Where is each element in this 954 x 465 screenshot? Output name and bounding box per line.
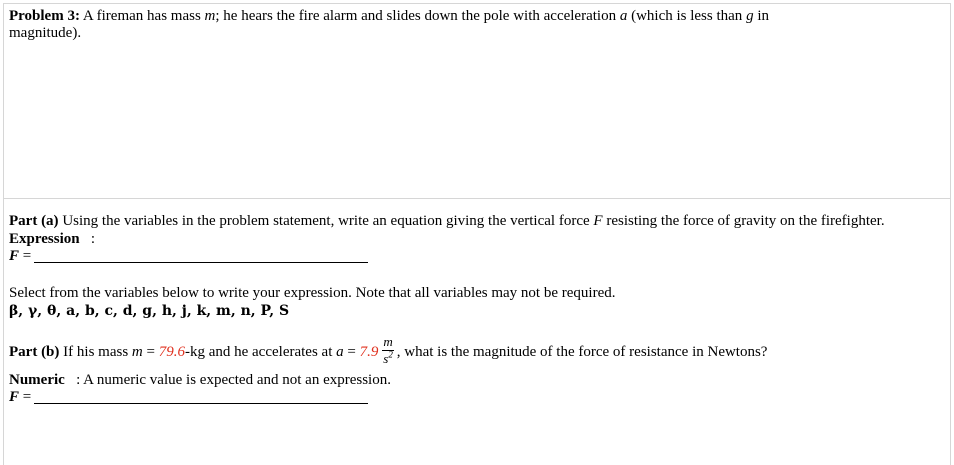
part-a-answer-var: F xyxy=(9,248,20,264)
expression-label: Expression xyxy=(9,231,80,247)
part-b-answer-field[interactable] xyxy=(34,389,368,404)
problem-label: Problem 3: xyxy=(9,8,80,24)
accel-value: 7.9 xyxy=(359,344,379,360)
variable-instruction: Select from the variables below to write your expression. Note that all variables may not be required. xyxy=(9,285,616,301)
accel-unit-fraction: $\frac{m}{s^2}$ xyxy=(383,333,393,366)
part-a-answer-row: F = xyxy=(9,248,368,265)
numeric-label: Numeric xyxy=(9,372,65,388)
problem-statement-cont: magnitude). xyxy=(9,25,82,41)
variable-list: β, γ, θ, a, b, c, d, g, h, j, k, m, n, P, S xyxy=(9,303,290,319)
expression-hint: Expression : xyxy=(9,231,95,247)
part-b-question: Part (b) If his mass m = 79.6-kg and he accelerates at a = 7.9 $\frac{m}{s^2}$ , what is the magnitude of the force of resistance in Newtons? xyxy=(9,333,768,366)
problem-statement: Problem 3: A fireman has mass m; he hears the fire alarm and slides down the pole with acceleration a (which is less than g in xyxy=(9,8,769,24)
part-a-answer-field[interactable] xyxy=(34,248,368,263)
mass-value: 79.6 xyxy=(158,344,185,360)
part-a-label: Part (a) xyxy=(9,213,59,229)
numeric-hint: Numeric : A numeric value is expected and not an expression. xyxy=(9,372,391,388)
part-b-answer-var: F xyxy=(9,389,20,405)
part-a-question: Part (a) Using the variables in the problem statement, write an equation giving the vertical force F resisting the force of gravity on the firefighter. xyxy=(9,213,885,229)
part-b-label: Part (b) xyxy=(9,344,60,360)
section-divider xyxy=(4,198,950,199)
part-b-answer-row: F = xyxy=(9,389,368,406)
